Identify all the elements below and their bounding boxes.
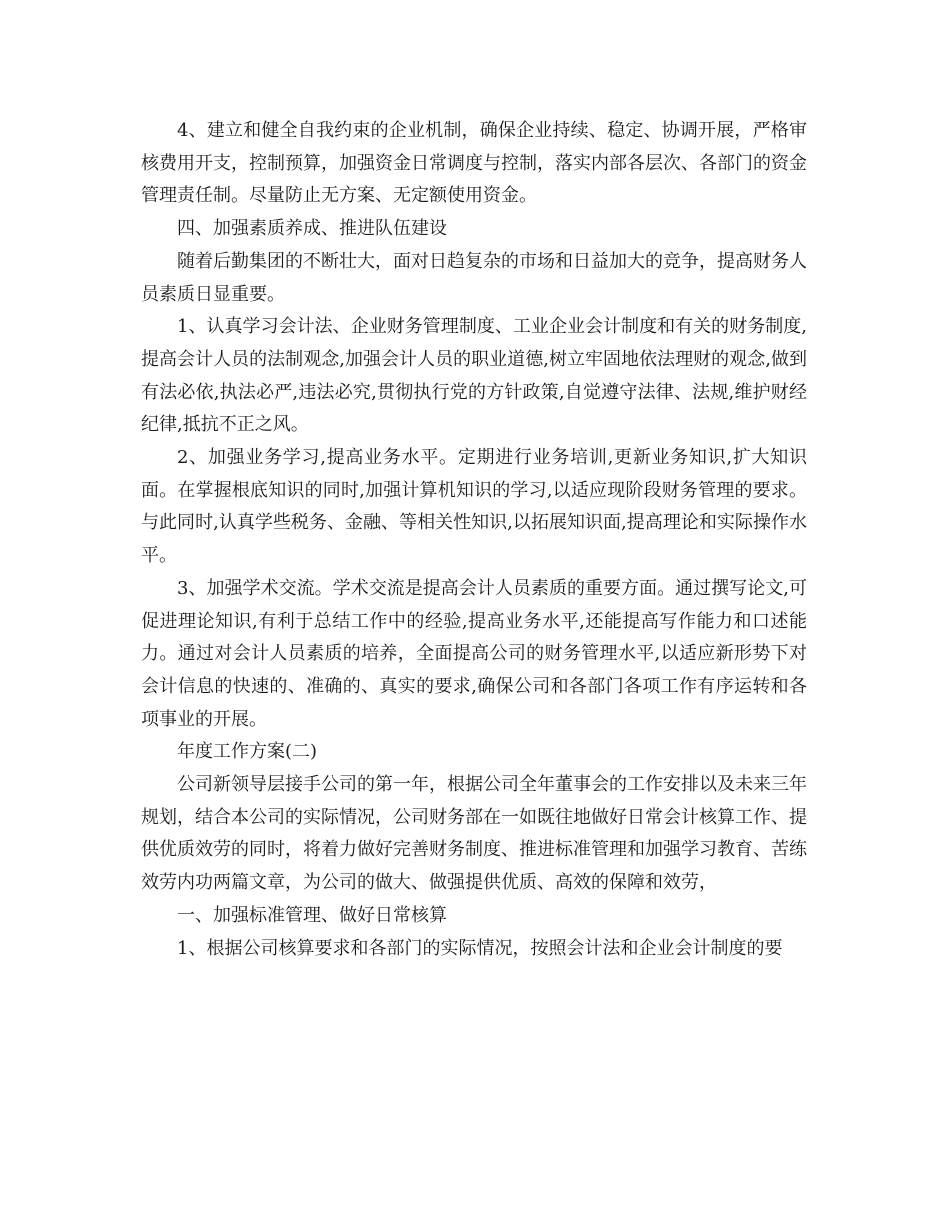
paragraph-1-study-law: 1、认真学习会计法、企业财务管理制度、工业企业会计制度和有关的财务制度,提高会计人员的法制观念,加强会计人员的职业道德,树立牢固地依法理财的观念,做到有法必依,执法必严,违法必究,贯彻执行党的方针政策,自觉遵守法律、法规,维护财经纪律,抵抗不正之风。 <box>141 316 807 436</box>
paragraph-1-accounting: 1、根据公司核算要求和各部门的实际情况，按照会计法和企业会计制度的要 <box>177 937 783 959</box>
paragraph-intro: 公司新领导层接手公司的第一年，根据公司全年董事会的工作安排以及未来三年规划，结合本公司的实际情况，公司财务部在一如既往地做好日常会计核算工作、提供优质效劳的同时，将着力做好完善财务制度、推进标准管理和加强学习教育、苦练效劳内功两篇文章，为公司的做大、做强提供优质、高效的保障和效劳， <box>141 774 807 894</box>
paragraph-4-self-restraint: 4、建立和健全自我约束的企业机制，确保企业持续、稳定、协调开展，严格审核费用开支，控制预算，加强资金日常调度与控制，落实内部各层次、各部门的资金管理责任制。尽量防止无方案、无定额使用资金。 <box>141 120 807 207</box>
document-body <box>141 115 807 965</box>
document-subtitle: 年度工作方案(二) <box>177 741 318 763</box>
section-heading-1: 一、加强标准管理、做好日常核算 <box>177 904 447 926</box>
section-heading-4: 四、加强素质养成、推进队伍建设 <box>177 218 447 240</box>
paragraph-staff-quality: 随着后勤集团的不断壮大，面对日趋复杂的市场和日益加大的竞争，提高财务人员素质日显重要。 <box>141 250 807 305</box>
paragraph-3-academic-exchange: 3、加强学术交流。学术交流是提高会计人员素质的重要方面。通过撰写论文,可促进理论知识,有利于总结工作中的经验,提高业务水平,还能提高写作能力和口述能力。通过对会计人员素质的培养，全面提高公司的财务管理水平,以适应新形势下对会计信息的快速的、准确的、真实的要求,确保公司和各部门各项工作有序运转和各项事业的开展。 <box>141 577 807 730</box>
paragraph-2-business-study: 2、加强业务学习,提高业务水平。定期进行业务培训,更新业务知识,扩大知识面。在掌握根底知识的同时,加强计算机知识的学习,以适应现阶段财务管理的要求。与此同时,认真学些税务、金融、等相关性知识,以拓展知识面,提高理论和实际操作水平。 <box>141 447 807 567</box>
